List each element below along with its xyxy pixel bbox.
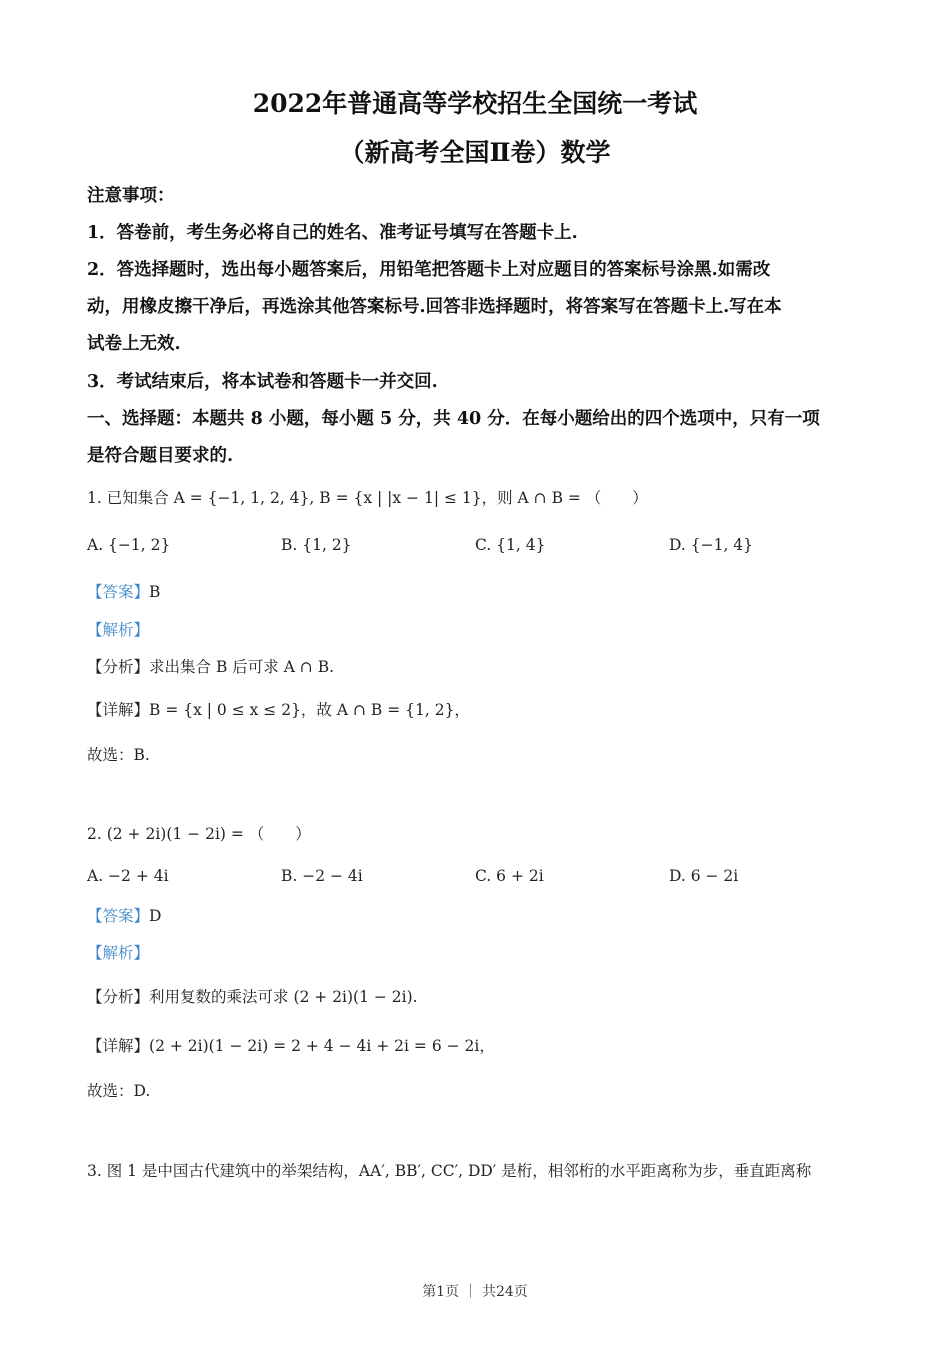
q2-detail	[87, 1034, 495, 1056]
q1-analysis-tag: 【解析】	[87, 621, 150, 639]
q1-option-c: C. {1, 4}	[475, 536, 546, 554]
fenxi-tag: 【分析】	[87, 988, 150, 1006]
q1-option-d: D. {−1, 4}	[669, 536, 754, 554]
notice-item-3: 3．考试结束后，将本试卷和答题卡一并交回.	[87, 372, 438, 392]
page-footer: 第1页 ｜ 共24页	[422, 1284, 528, 1300]
notice-heading: 注意事项：	[87, 186, 175, 206]
notice-item-2: 2．答选择题时，选出每小题答案后，用铅笔把答题卡上对应题目的答案标号涂黑.如需改	[87, 260, 771, 280]
detail-text: B = {x | 0 ≤ x ≤ 2}，故 A ∩ B = {1, 2}，	[149, 701, 470, 719]
notice-item-2-end: 试卷上无效.	[87, 334, 181, 354]
q2-stem: 2. (2 + 2i)(1 − 2i) = （ ）	[87, 825, 311, 843]
q1-option-a: A. {−1, 2}	[87, 536, 171, 554]
q2-option-a: A. −2 + 4i	[87, 867, 169, 885]
answer-value: D	[149, 907, 162, 925]
section-heading: 一、选择题：本题共 8 小题，每小题 5 分，共 40 分．在每小题给出的四个选项中，只有一项	[87, 409, 820, 429]
detail-tag: 【详解】	[87, 701, 150, 719]
exam-title: 2022年普通高等学校招生全国统一考试	[252, 89, 698, 118]
notice-item-1: 1．答卷前，考生务必将自己的姓名、准考证号填写在答题卡上.	[87, 223, 578, 243]
q1-stem: 1. 已知集合 A = {−1, 1, 2, 4}, B = {x | |x − 1| ≤ 1}，则 A ∩ B = （ ）	[87, 489, 648, 507]
q1-answer	[87, 580, 160, 602]
answer-value: B	[149, 583, 161, 601]
q1-option-b: B. {1, 2}	[281, 536, 352, 554]
exam-subtitle: （新高考全国Ⅱ卷）数学	[339, 138, 611, 167]
q2-option-c: C. 6 + 2i	[475, 867, 544, 885]
q2-fenxi	[87, 985, 418, 1007]
q2-option-d: D. 6 − 2i	[669, 867, 739, 885]
notice-item-2-cont: 动，用橡皮擦干净后，再选涂其他答案标号.回答非选择题时，将答案写在答题卡上.写在本	[87, 297, 782, 317]
detail-text: (2 + 2i)(1 − 2i) = 2 + 4 − 4i + 2i = 6 − 2i，	[149, 1037, 495, 1055]
section-heading-cont: 是符合题目要求的.	[87, 446, 234, 466]
fenxi-text: 利用复数的乘法可求 (2 + 2i)(1 − 2i).	[149, 988, 418, 1006]
q2-analysis-tag: 【解析】	[87, 944, 150, 962]
q1-fenxi	[87, 655, 334, 677]
q1-detail	[87, 698, 470, 720]
q1-conclusion: 故选：B.	[87, 746, 150, 764]
q2-conclusion: 故选：D.	[87, 1082, 151, 1100]
fenxi-text: 求出集合 B 后可求 A ∩ B.	[149, 658, 335, 676]
answer-tag: 【答案】	[87, 583, 150, 601]
q3-stem: 3. 图 1 是中国古代建筑中的举架结构，AA′, BB′, CC′, DD′ 是桁，相邻桁的水平距离称为步，垂直距离称	[87, 1162, 812, 1180]
q2-option-b: B. −2 − 4i	[281, 867, 363, 885]
q2-answer	[87, 904, 161, 926]
detail-tag: 【详解】	[87, 1037, 150, 1055]
fenxi-tag: 【分析】	[87, 658, 150, 676]
answer-tag: 【答案】	[87, 907, 150, 925]
